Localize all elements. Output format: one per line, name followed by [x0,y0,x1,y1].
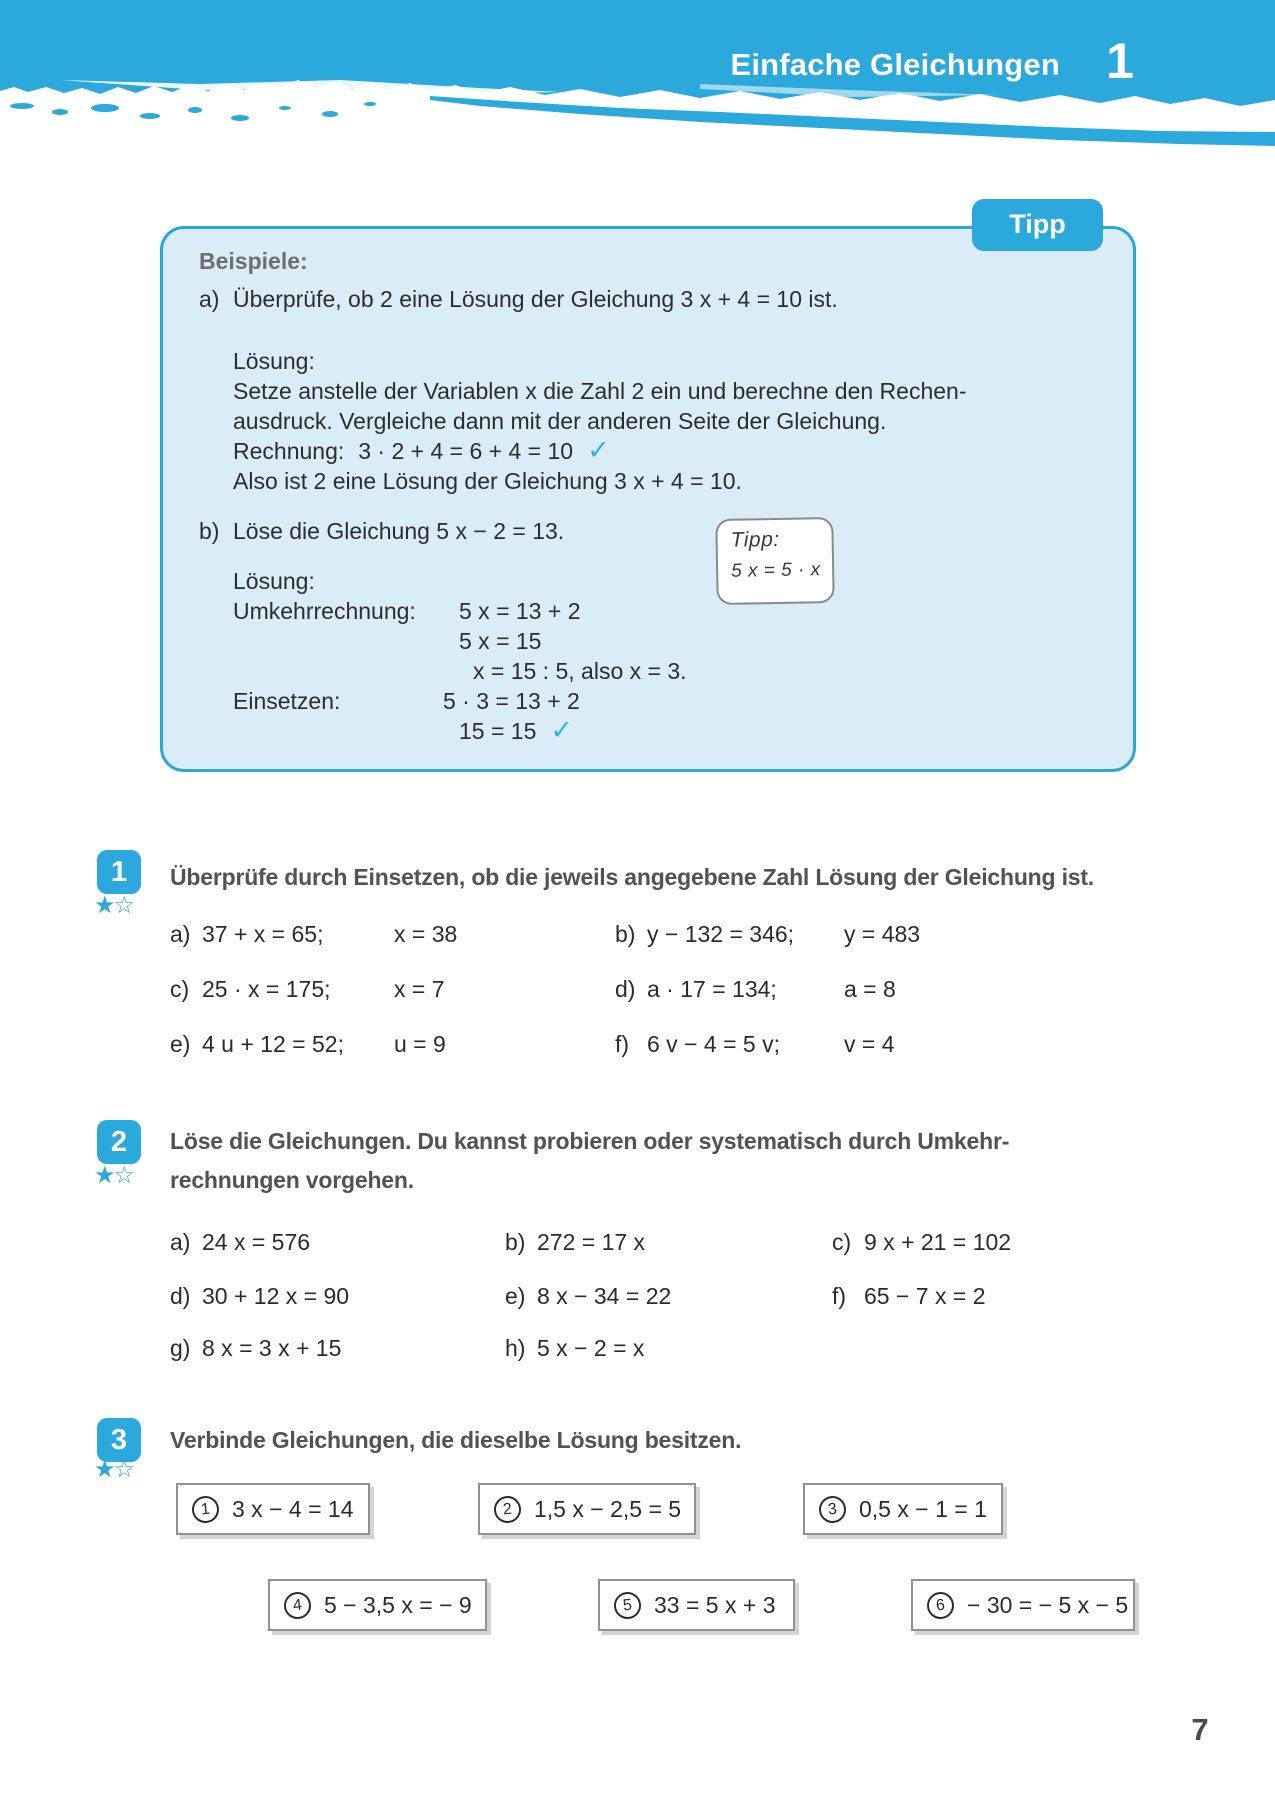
item-label: c) [832,1229,852,1255]
checkmark-icon: ✓ [587,435,610,465]
item-equation: 272 = 17 x [537,1229,646,1255]
circled-number: 1 [191,1494,221,1524]
exercise-2-item-f [832,1281,985,1311]
example-b-solution-label: Lösung: [233,568,315,594]
exercise-2-item-a [170,1227,310,1257]
example-b-umkehr-row1 [233,596,1093,626]
exercise-1-item-c [170,974,445,1004]
example-b-umkehr-label: Umkehrrechnung: [233,598,416,624]
item-equation: 25 · x = 175; [202,976,331,1002]
example-a-calc-row [233,436,1093,466]
star-outline-icon: ☆ [113,1162,134,1189]
item-equation: 6 v − 4 = 5 v; [647,1031,780,1057]
example-b-task-row [199,516,1093,546]
item-equation: 8 x = 3 x + 15 [202,1335,342,1361]
example-a-label: a) [199,286,220,312]
star-outline-icon: ☆ [113,892,134,919]
item-answer: u = 9 [394,1031,446,1057]
star-outline-icon: ☆ [113,1456,134,1483]
exercise-1-item-e [170,1029,446,1059]
example-b-einsetzen-label: Einsetzen: [233,688,341,714]
card-equation: 1,5 x − 2,5 = 5 [534,1495,682,1522]
exercise-1-task: Überprüfe durch Einsetzen, ob die jeweils angegebene Zahl Lösung der Gleichung ist. [170,864,1094,890]
star-filled-icon: ★ [94,1162,114,1189]
example-a-conclusion: Also ist 2 eine Lösung der Gleichung 3 x + 4 = 10. [233,468,742,494]
page-title: Einfache Gleichungen [730,47,1060,82]
item-answer: a = 8 [844,976,896,1002]
example-b-label: b) [199,518,220,544]
exercise-2-item-h [505,1333,644,1363]
item-label: b) [505,1229,526,1255]
example-a-calc-label: Rechnung: [233,438,345,464]
circled-number: 5 [613,1590,643,1620]
equation-card-2 [478,1483,696,1535]
item-equation: 5 x − 2 = x [537,1335,645,1361]
example-a-task-row [199,284,1093,314]
item-equation: 24 x = 576 [202,1229,311,1255]
tip-tab: Tipp [972,199,1103,251]
handwritten-tip-note [715,517,834,605]
example-heading: Beispiele: [199,248,308,274]
item-equation: 65 − 7 x = 2 [864,1283,986,1309]
item-label: d) [170,1283,191,1309]
exercise-2-item-e [505,1281,671,1311]
circled-number: 2 [493,1494,523,1524]
card-equation: 0,5 x − 1 = 1 [859,1495,987,1522]
item-equation: a · 17 = 134; [647,976,777,1002]
exercise-2-item-c [832,1227,1011,1257]
item-equation: 8 x − 34 = 22 [537,1283,672,1309]
exercise-2-item-b [505,1227,645,1257]
item-equation: 4 u + 12 = 52; [202,1031,344,1057]
star-filled-icon: ★ [94,892,114,919]
equation-card-6 [911,1579,1135,1631]
item-answer: y = 483 [844,921,921,947]
equation-card-5 [598,1579,795,1631]
card-equation: 5 − 3,5 x = − 9 [324,1591,472,1618]
example-b-task: Löse die Gleichung 5 x − 2 = 13. [233,518,565,544]
exercise-1-item-a [170,919,457,949]
card-equation: − 30 = − 5 x − 5 [967,1591,1129,1618]
item-equation: y − 132 = 346; [647,921,795,947]
item-answer: x = 38 [394,921,458,947]
example-b-einsetzen-row1 [233,686,1093,716]
example-b-umkehr-row3 [233,656,1093,686]
exercise-2-task-line1: Löse die Gleichungen. Du kannst probieren oder systematisch durch Umkehr- [170,1128,1010,1154]
exercise-1-item-f [615,1029,895,1059]
exercise-3-badge: 3 [97,1418,141,1462]
exercise-2-item-d [170,1281,349,1311]
item-label: e) [170,1031,191,1057]
exercise-1-item-d [615,974,896,1004]
item-equation: 9 x + 21 = 102 [864,1229,1012,1255]
example-a-calc: 3 · 2 + 4 = 6 + 4 = 10 [358,438,574,464]
exercise-1-item-b [615,919,920,949]
example-a-task: Überprüfe, ob 2 eine Lösung der Gleichung 3 x + 4 = 10 ist. [233,286,838,312]
example-b-einsetzen-eq1: 5 · 3 = 13 + 2 [443,688,580,714]
item-equation: 30 + 12 x = 90 [202,1283,350,1309]
example-b-umkehr-eq3: x = 15 : 5, also x = 3. [473,658,687,684]
exercise-2-item-g [170,1333,341,1363]
checkmark-icon: ✓ [550,715,574,745]
example-box [160,226,1136,772]
chapter-number: 1 [1106,33,1134,89]
card-equation: 33 = 5 x + 3 [654,1591,776,1618]
hand-tip-formula: 5 x = 5 · x [730,559,821,582]
equation-card-1 [176,1483,370,1535]
example-b-umkehr-eq2: 5 x = 15 [459,628,542,654]
exercise-3-difficulty-stars [94,1455,133,1485]
example-b-einsetzen-row2 [233,716,1093,746]
example-b-umkehr-row2 [233,626,1093,656]
equation-card-3 [803,1483,1003,1535]
hand-tip-title: Tipp: [730,527,780,552]
exercise-3-task: Verbinde Gleichungen, die dieselbe Lösung besitzen. [170,1427,742,1453]
item-label: a) [170,921,191,947]
star-filled-icon: ★ [94,1456,114,1483]
item-equation: 37 + x = 65; [202,921,324,947]
exercise-1-difficulty-stars [94,891,133,921]
circled-number: 3 [818,1494,848,1524]
item-label: e) [505,1283,526,1309]
item-label: c) [170,976,190,1002]
item-label: b) [615,921,636,947]
exercise-2-badge: 2 [97,1120,141,1164]
example-a-line1: Setze anstelle der Variablen x die Zahl 2 ein und berechne den Rechen- [233,378,967,404]
item-label: g) [170,1335,191,1361]
example-a-solution-label: Lösung: [233,348,315,374]
item-answer: v = 4 [844,1031,895,1057]
circled-number: 4 [283,1590,313,1620]
item-label: d) [615,976,636,1002]
exercise-1-badge: 1 [97,850,141,894]
card-equation: 3 x − 4 = 14 [232,1495,354,1522]
item-label: a) [170,1229,191,1255]
item-label: f) [832,1283,847,1309]
item-answer: x = 7 [394,976,445,1002]
page-number: 7 [1191,1712,1209,1747]
example-b-umkehr-eq1: 5 x = 13 + 2 [459,598,581,624]
example-b-einsetzen-eq2: 15 = 15 [459,718,537,744]
exercise-2-task-line2: rechnungen vorgehen. [170,1167,414,1193]
exercise-2-difficulty-stars [94,1161,133,1191]
equation-card-4 [268,1579,487,1631]
example-a-line2: ausdruck. Vergleiche dann mit der anderen Seite der Gleichung. [233,408,887,434]
circled-number: 6 [926,1590,956,1620]
item-label: h) [505,1335,526,1361]
item-label: f) [615,1031,630,1057]
